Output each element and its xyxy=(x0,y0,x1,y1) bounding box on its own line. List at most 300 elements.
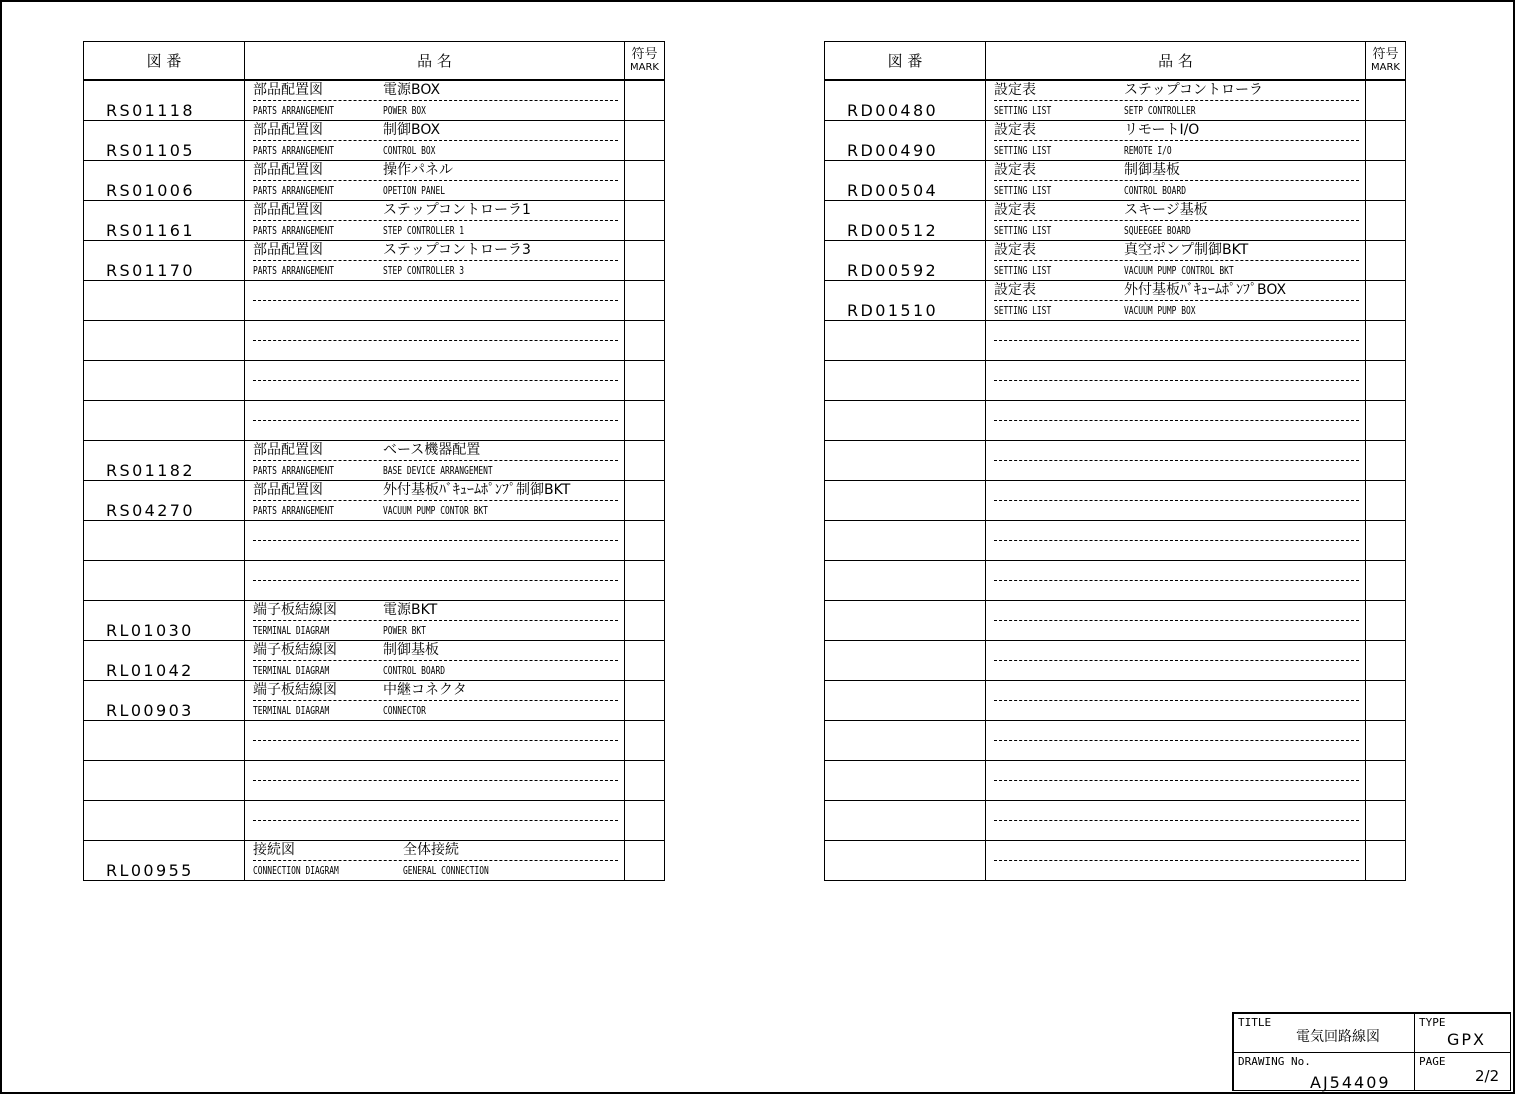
drawing-number: RD00490 xyxy=(847,141,939,160)
category-ja: 部品配置図 xyxy=(253,162,323,178)
header-drawing-no: 図 番 xyxy=(825,42,986,81)
table-row xyxy=(84,321,665,361)
item-name-cell xyxy=(986,641,1366,681)
category-en: SETTING LIST xyxy=(994,264,1052,277)
drawing-number-cell xyxy=(84,681,245,721)
mark-cell xyxy=(1366,361,1406,401)
table-row xyxy=(825,161,1406,201)
category-ja: 端子板結線図 xyxy=(253,642,337,658)
item-name-cell xyxy=(986,521,1366,561)
subject-en: BASE DEVICE ARRANGEMENT xyxy=(383,464,493,477)
drawing-number: RD00480 xyxy=(847,101,939,120)
page-value: 2/2 xyxy=(1475,1067,1500,1085)
mark-cell xyxy=(625,841,665,881)
table-row xyxy=(825,801,1406,841)
subject-ja: 制御基板 xyxy=(383,642,439,658)
item-name-japanese xyxy=(994,161,1359,181)
drawing-number-cell xyxy=(825,481,986,521)
item-name-cell xyxy=(245,361,625,401)
item-name-cell xyxy=(986,281,1366,321)
drawing-number-cell xyxy=(825,281,986,321)
drawing-number-cell xyxy=(84,80,245,121)
mark-cell xyxy=(1366,561,1406,601)
mark-cell xyxy=(625,601,665,641)
item-name-japanese xyxy=(994,521,1359,541)
drawing-number-label: DRAWING No. xyxy=(1238,1055,1311,1068)
item-name-english xyxy=(994,301,1359,320)
drawing-number-cell xyxy=(825,681,986,721)
table-row xyxy=(825,561,1406,601)
item-name-japanese xyxy=(253,361,618,381)
item-name-cell xyxy=(245,601,625,641)
item-name-cell xyxy=(986,241,1366,281)
table-row xyxy=(84,761,665,801)
category-ja: 部品配置図 xyxy=(253,202,323,218)
subject-en: VACUUM PUMP CONTOR BKT xyxy=(383,504,488,517)
drawing-number-cell xyxy=(84,721,245,761)
category-en: TERMINAL DIAGRAM xyxy=(253,704,330,717)
mark-cell xyxy=(1366,401,1406,441)
item-name-cell xyxy=(245,681,625,721)
mark-cell xyxy=(1366,441,1406,481)
item-name-english xyxy=(253,101,618,120)
item-name-japanese xyxy=(253,81,618,101)
item-name-cell xyxy=(245,401,625,441)
table-row xyxy=(825,441,1406,481)
item-name-japanese xyxy=(994,81,1359,101)
item-name-english xyxy=(994,261,1359,280)
item-name-english xyxy=(994,621,1359,640)
item-name-english xyxy=(994,741,1359,760)
table-row xyxy=(825,601,1406,641)
drawing-number-cell xyxy=(84,441,245,481)
table-row xyxy=(84,521,665,561)
drawing-number-cell xyxy=(825,441,986,481)
title-label: TITLE xyxy=(1238,1016,1272,1029)
drawing-number: RD00504 xyxy=(847,181,939,200)
item-name-japanese xyxy=(253,481,618,501)
mark-cell xyxy=(625,801,665,841)
drawing-number-cell xyxy=(84,241,245,281)
item-name-cell xyxy=(245,721,625,761)
item-name-cell xyxy=(986,761,1366,801)
item-name-cell xyxy=(245,201,625,241)
drawing-number: RS01118 xyxy=(106,101,195,120)
header-mark xyxy=(1366,42,1406,81)
item-name-japanese xyxy=(994,121,1359,141)
category-en: SETTING LIST xyxy=(994,184,1052,197)
subject-ja: ベース機器配置 xyxy=(383,442,481,458)
drawing-number-cell xyxy=(84,521,245,561)
item-name-english xyxy=(253,541,618,560)
item-name-english xyxy=(253,461,618,480)
item-name-cell xyxy=(245,641,625,681)
mark-cell xyxy=(625,121,665,161)
item-name-japanese xyxy=(253,761,618,781)
drawing-number-cell xyxy=(84,401,245,441)
subject-en: VACUUM PUMP BOX xyxy=(1124,304,1196,317)
subject-en: CONTROL BOX xyxy=(383,144,436,157)
item-name-cell xyxy=(245,801,625,841)
mark-cell xyxy=(625,441,665,481)
drawing-number-cell xyxy=(825,241,986,281)
page-cell xyxy=(1414,1052,1511,1091)
item-name-english xyxy=(253,301,618,320)
header-mark-ja: 符号 xyxy=(631,47,658,62)
item-name-cell xyxy=(986,321,1366,361)
header-mark-en: MARK xyxy=(630,62,659,73)
item-name-english xyxy=(253,221,618,240)
item-name-japanese xyxy=(994,641,1359,661)
drawing-number: RD00512 xyxy=(847,221,939,240)
drawing-number-cell xyxy=(825,401,986,441)
item-name-english xyxy=(994,861,1359,880)
drawing-number: RS01105 xyxy=(106,141,195,160)
item-name-japanese xyxy=(253,281,618,301)
item-name-cell xyxy=(245,841,625,881)
subject-ja: 電源BOX xyxy=(383,82,441,98)
table-row xyxy=(825,281,1406,321)
title-cell xyxy=(1233,1013,1415,1053)
subject-ja: 制御基板 xyxy=(1124,162,1180,178)
item-name-cell xyxy=(245,161,625,201)
subject-ja: 操作パネル xyxy=(383,162,453,178)
subject-en: CONNECTOR xyxy=(383,704,426,717)
category-en: PARTS ARRANGEMENT xyxy=(253,104,335,117)
category-ja: 部品配置図 xyxy=(253,482,323,498)
item-name-japanese xyxy=(994,441,1359,461)
mark-cell xyxy=(1366,201,1406,241)
table-row xyxy=(84,481,665,521)
drawing-number-cell xyxy=(84,361,245,401)
item-name-cell xyxy=(986,80,1366,121)
category-ja: 部品配置図 xyxy=(253,82,323,98)
category-en: SETTING LIST xyxy=(994,104,1052,117)
category-en: PARTS ARRANGEMENT xyxy=(253,144,335,157)
drawing-number: RL01042 xyxy=(106,661,194,680)
item-name-cell xyxy=(986,721,1366,761)
item-name-english xyxy=(253,821,618,840)
table-row xyxy=(84,121,665,161)
table-row xyxy=(84,441,665,481)
drawing-number-cell xyxy=(84,481,245,521)
table-row xyxy=(825,401,1406,441)
item-name-english xyxy=(253,341,618,360)
drawing-number: RD00592 xyxy=(847,261,939,280)
category-ja: 設定表 xyxy=(994,162,1036,178)
mark-cell xyxy=(1366,241,1406,281)
drawing-number-cell xyxy=(84,201,245,241)
mark-cell xyxy=(625,241,665,281)
table-row xyxy=(84,561,665,601)
table-row xyxy=(84,601,665,641)
drawing-number-cell xyxy=(84,121,245,161)
drawing-number-cell xyxy=(825,721,986,761)
subject-en: CONTROL BOARD xyxy=(383,664,445,677)
item-name-japanese xyxy=(253,321,618,341)
category-en: SETTING LIST xyxy=(994,304,1052,317)
item-name-english xyxy=(994,701,1359,720)
subject-ja: 中継コネクタ xyxy=(383,682,467,698)
drawing-number-cell xyxy=(825,361,986,401)
drawing-number-cell xyxy=(825,561,986,601)
title-block xyxy=(1232,1012,1511,1091)
item-name-english xyxy=(253,381,618,400)
drawing-number-cell xyxy=(825,201,986,241)
category-en: PARTS ARRANGEMENT xyxy=(253,504,335,517)
table-row xyxy=(84,841,665,881)
table-row xyxy=(84,801,665,841)
item-name-japanese xyxy=(994,281,1359,301)
item-name-english xyxy=(994,541,1359,560)
drawing-number: RL00903 xyxy=(106,701,194,720)
item-name-japanese xyxy=(994,361,1359,381)
mark-cell xyxy=(625,361,665,401)
item-name-cell xyxy=(245,80,625,121)
table-row xyxy=(825,201,1406,241)
table-row xyxy=(825,361,1406,401)
mark-cell xyxy=(1366,681,1406,721)
title-value: 電気回路線図 xyxy=(1296,1029,1380,1045)
subject-ja: 電源BKT xyxy=(383,602,438,618)
drawing-number-cell xyxy=(84,321,245,361)
drawing-number-cell xyxy=(84,281,245,321)
subject-en: SETP CONTROLLER xyxy=(1124,104,1196,117)
page-label: PAGE xyxy=(1419,1055,1446,1068)
item-name-japanese xyxy=(994,601,1359,621)
subject-en: REMOTE I/O xyxy=(1124,144,1172,157)
subject-en: OPETION PANEL xyxy=(383,184,445,197)
table-row xyxy=(84,281,665,321)
drawing-number-cell xyxy=(825,761,986,801)
drawing-number-cell xyxy=(1233,1052,1415,1091)
item-name-japanese xyxy=(253,441,618,461)
subject-ja: ステップコントローラ3 xyxy=(383,242,531,258)
drawing-number: RS01182 xyxy=(106,461,195,480)
subject-ja: 真空ポンプ制御BKT xyxy=(1124,242,1249,258)
item-name-japanese xyxy=(253,241,618,261)
mark-cell xyxy=(625,281,665,321)
category-ja: 端子板結線図 xyxy=(253,682,337,698)
item-name-cell xyxy=(986,121,1366,161)
table-row xyxy=(825,241,1406,281)
item-name-japanese xyxy=(994,481,1359,501)
subject-ja: ステップコントローラ xyxy=(1124,82,1264,98)
subject-en: SQUEEGEE BOARD xyxy=(1124,224,1191,237)
mark-cell xyxy=(1366,281,1406,321)
item-name-japanese xyxy=(253,401,618,421)
mark-cell xyxy=(1366,481,1406,521)
mark-cell xyxy=(625,681,665,721)
table-row xyxy=(84,681,665,721)
item-name-english xyxy=(253,141,618,160)
drawing-list-left xyxy=(83,41,665,881)
drawing-number-cell xyxy=(825,521,986,561)
mark-cell xyxy=(625,321,665,361)
mark-cell xyxy=(625,401,665,441)
drawing-number-cell xyxy=(825,841,986,881)
table-row xyxy=(84,641,665,681)
mark-cell xyxy=(1366,321,1406,361)
mark-cell xyxy=(625,641,665,681)
drawing-number-cell xyxy=(825,801,986,841)
subject-en: POWER BOX xyxy=(383,104,426,117)
item-name-cell xyxy=(245,241,625,281)
item-name-cell xyxy=(986,601,1366,641)
mark-cell xyxy=(625,521,665,561)
drawing-number-cell xyxy=(84,601,245,641)
item-name-japanese xyxy=(994,761,1359,781)
item-name-cell xyxy=(245,761,625,801)
item-name-japanese xyxy=(253,161,618,181)
mark-cell xyxy=(1366,801,1406,841)
item-name-japanese xyxy=(994,561,1359,581)
drawing-number-cell xyxy=(84,761,245,801)
table-row xyxy=(825,80,1406,121)
category-ja: 設定表 xyxy=(994,242,1036,258)
mark-cell xyxy=(1366,601,1406,641)
table-row xyxy=(825,521,1406,561)
drawing-number-cell xyxy=(84,561,245,601)
table-row xyxy=(84,80,665,121)
item-name-english xyxy=(253,181,618,200)
table-header xyxy=(825,42,1406,81)
drawing-number: RL01030 xyxy=(106,621,194,640)
subject-ja: ステップコントローラ1 xyxy=(383,202,531,218)
mark-cell xyxy=(1366,121,1406,161)
subject-ja: リモートI/O xyxy=(1124,122,1200,138)
item-name-english xyxy=(253,661,618,680)
table-row xyxy=(84,201,665,241)
drawing-number: RS01161 xyxy=(106,221,195,240)
subject-en: GENERAL CONNECTION xyxy=(403,864,489,877)
item-name-english xyxy=(994,661,1359,680)
type-value: GPX xyxy=(1447,1030,1487,1049)
item-name-english xyxy=(253,421,618,440)
category-ja: 設定表 xyxy=(994,202,1036,218)
item-name-japanese xyxy=(253,121,618,141)
item-name-japanese xyxy=(253,841,618,861)
drawing-number-cell xyxy=(84,161,245,201)
item-name-cell xyxy=(245,561,625,601)
mark-cell xyxy=(625,481,665,521)
mark-cell xyxy=(1366,161,1406,201)
drawing-number: RL00955 xyxy=(106,861,194,880)
item-name-english xyxy=(253,581,618,600)
item-name-cell xyxy=(986,441,1366,481)
item-name-japanese xyxy=(994,801,1359,821)
drawing-number-cell xyxy=(825,80,986,121)
category-ja: 接続図 xyxy=(253,842,295,858)
item-name-japanese xyxy=(253,601,618,621)
item-name-english xyxy=(253,261,618,280)
category-ja: 設定表 xyxy=(994,82,1036,98)
item-name-japanese xyxy=(253,201,618,221)
category-ja: 設定表 xyxy=(994,282,1036,298)
drawing-list-right xyxy=(824,41,1406,881)
table-row xyxy=(825,481,1406,521)
drawing-number: RS04270 xyxy=(106,501,195,520)
type-label: TYPE xyxy=(1419,1016,1446,1029)
drawing-number-cell xyxy=(84,841,245,881)
item-name-japanese xyxy=(253,681,618,701)
table-row xyxy=(825,841,1406,881)
item-name-english xyxy=(253,621,618,640)
category-en: PARTS ARRANGEMENT xyxy=(253,224,335,237)
item-name-japanese xyxy=(253,561,618,581)
category-ja: 設定表 xyxy=(994,122,1036,138)
table-row xyxy=(825,641,1406,681)
subject-ja: 外付基板ﾊﾞｷｭｰﾑﾎﾟﾝﾌﾟ制御BKT xyxy=(383,482,571,498)
category-ja: 部品配置図 xyxy=(253,122,323,138)
category-ja: 部品配置図 xyxy=(253,242,323,258)
item-name-english xyxy=(994,461,1359,480)
subject-en: CONTROL BOARD xyxy=(1124,184,1186,197)
item-name-cell xyxy=(245,481,625,521)
item-name-english xyxy=(994,821,1359,840)
type-cell xyxy=(1414,1013,1511,1053)
table-row xyxy=(84,361,665,401)
item-name-english xyxy=(994,781,1359,800)
item-name-english xyxy=(994,501,1359,520)
drawing-number-cell xyxy=(825,641,986,681)
subject-ja: 全体接続 xyxy=(403,842,459,858)
item-name-cell xyxy=(986,401,1366,441)
item-name-cell xyxy=(986,841,1366,881)
item-name-english xyxy=(994,381,1359,400)
subject-en: STEP CONTROLLER 3 xyxy=(383,264,465,277)
mark-cell xyxy=(1366,761,1406,801)
table-row xyxy=(84,401,665,441)
item-name-english xyxy=(253,861,618,880)
category-en: PARTS ARRANGEMENT xyxy=(253,184,335,197)
mark-cell xyxy=(625,161,665,201)
header-mark-ja: 符号 xyxy=(1372,47,1399,62)
item-name-english xyxy=(253,501,618,520)
drawing-number: RD01510 xyxy=(847,301,939,320)
subject-ja: 制御BOX xyxy=(383,122,441,138)
item-name-english xyxy=(994,421,1359,440)
mark-cell xyxy=(625,80,665,121)
table-row xyxy=(825,321,1406,361)
item-name-cell xyxy=(245,121,625,161)
item-name-japanese xyxy=(994,201,1359,221)
category-en: TERMINAL DIAGRAM xyxy=(253,664,330,677)
mark-cell xyxy=(625,201,665,241)
item-name-cell xyxy=(986,801,1366,841)
subject-ja: スキージ基板 xyxy=(1124,202,1208,218)
drawing-number-cell xyxy=(825,601,986,641)
item-name-english xyxy=(994,141,1359,160)
mark-cell xyxy=(1366,641,1406,681)
drawing-number: RS01170 xyxy=(106,261,195,280)
item-name-cell xyxy=(245,521,625,561)
header-name: 品 名 xyxy=(986,42,1366,81)
drawing-number-cell xyxy=(84,641,245,681)
table-row xyxy=(84,241,665,281)
category-ja: 端子板結線図 xyxy=(253,602,337,618)
item-name-english xyxy=(994,581,1359,600)
mark-cell xyxy=(625,721,665,761)
category-en: PARTS ARRANGEMENT xyxy=(253,264,335,277)
item-name-japanese xyxy=(253,641,618,661)
table-row xyxy=(84,161,665,201)
item-name-japanese xyxy=(994,721,1359,741)
item-name-japanese xyxy=(253,801,618,821)
header-mark xyxy=(625,42,665,81)
item-name-japanese xyxy=(994,841,1359,861)
subject-en: VACUUM PUMP CONTROL BKT xyxy=(1124,264,1234,277)
